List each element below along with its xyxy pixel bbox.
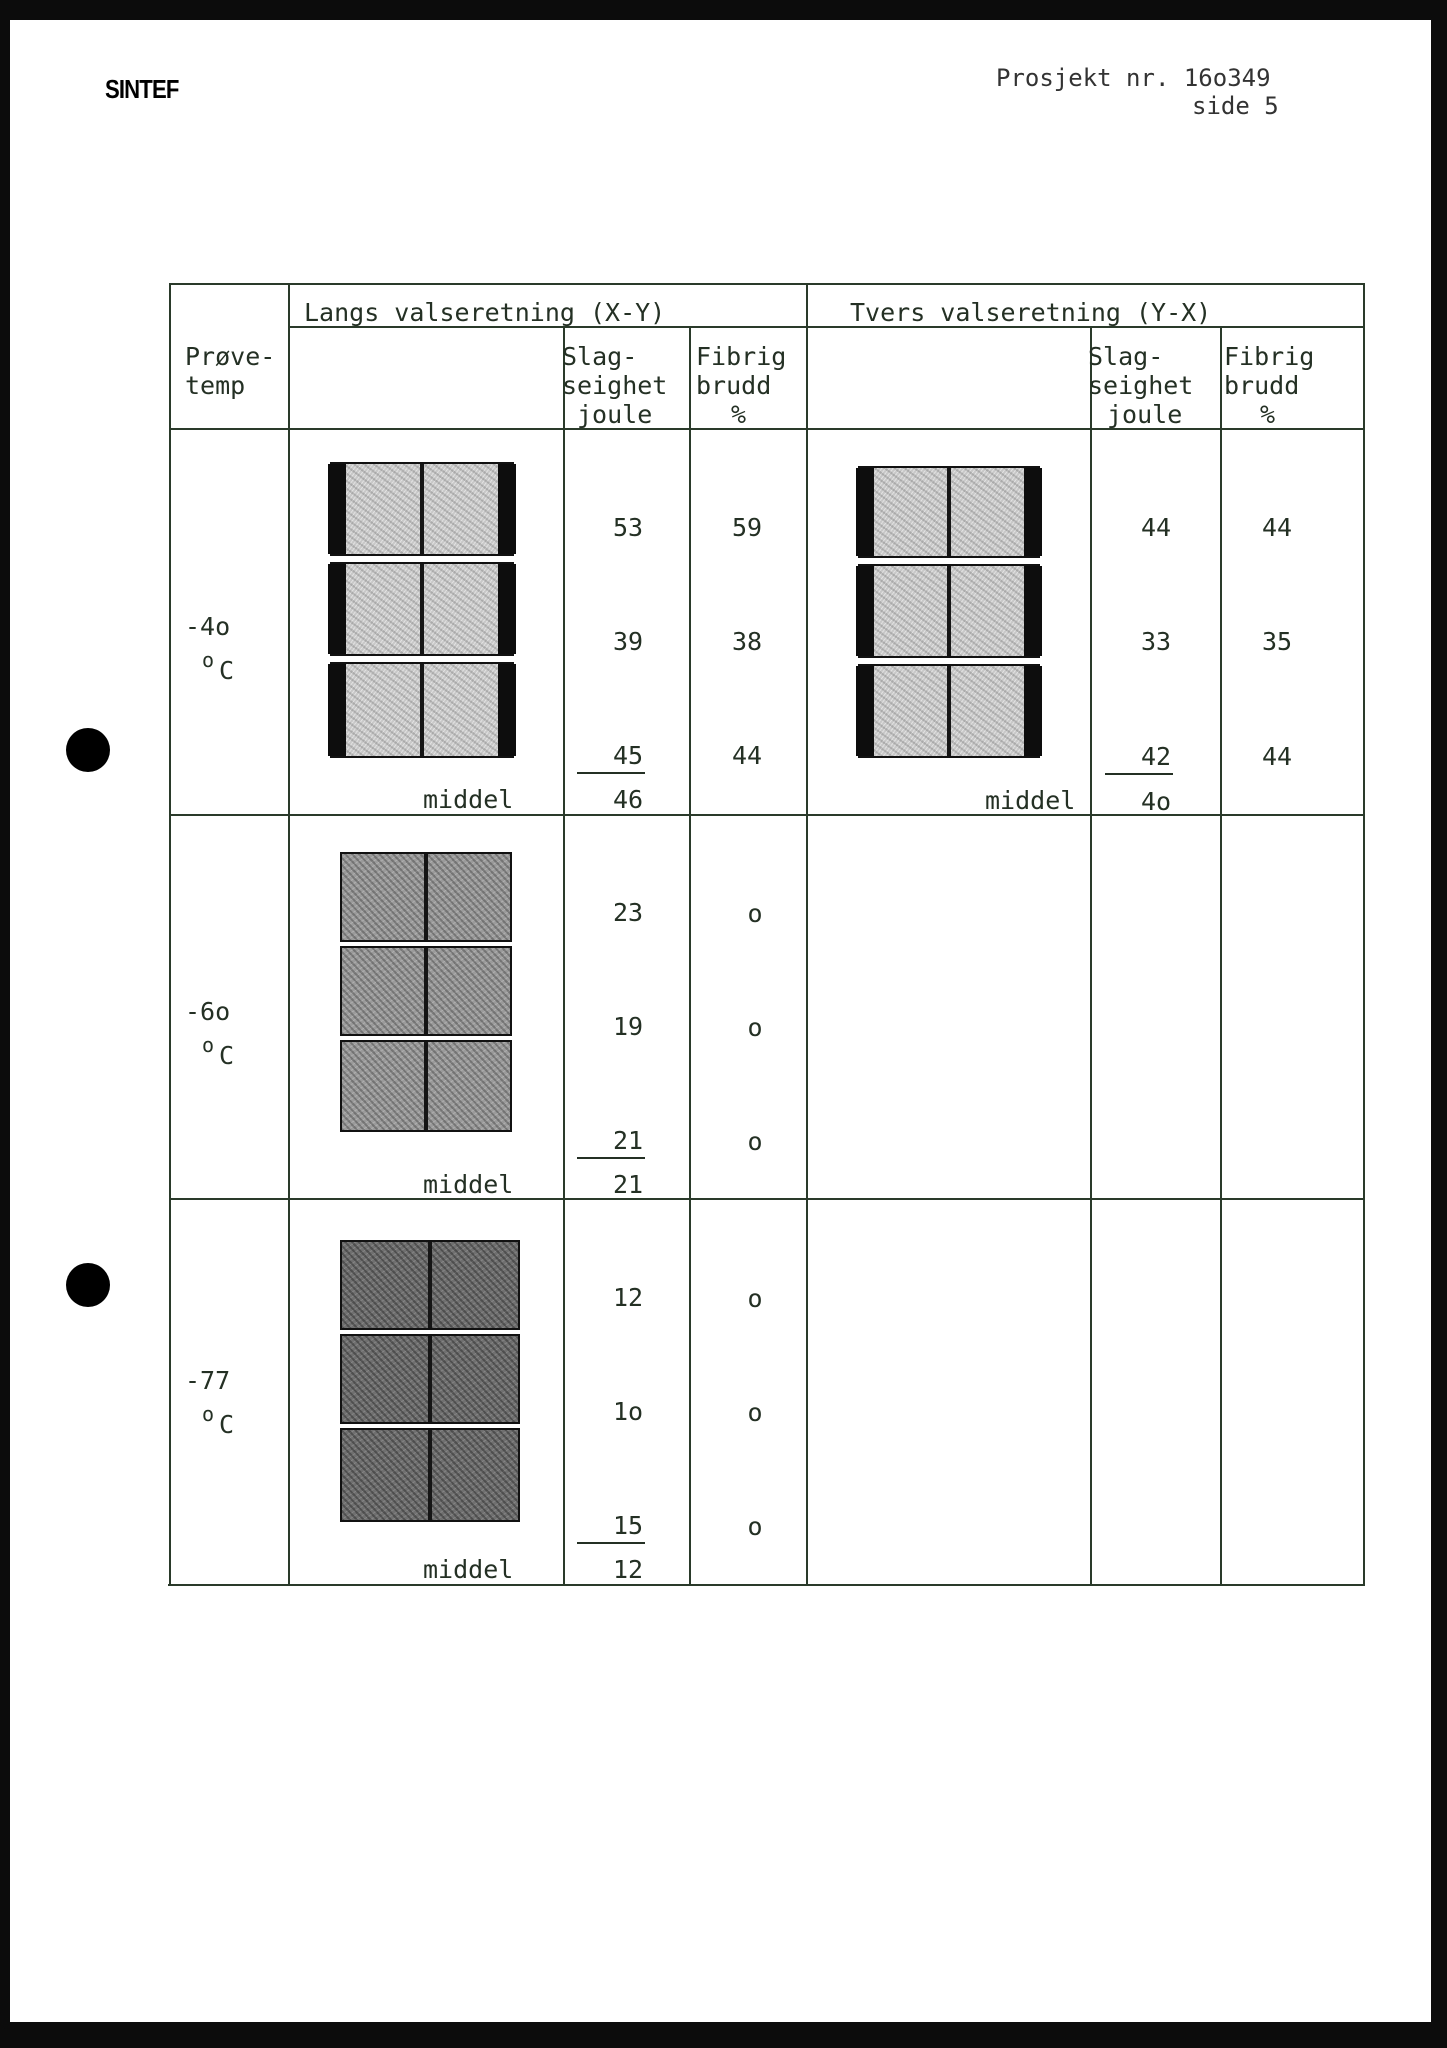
project-number: Prosjekt nr. 16o349 xyxy=(996,64,1271,92)
table-line xyxy=(563,326,565,1586)
col-header-slag-1: Slag- xyxy=(562,342,638,371)
middel-value: 12 xyxy=(612,1555,644,1584)
col-header-fibrig-tvers-1: Fibrig xyxy=(1224,342,1315,371)
slag-value: 23 xyxy=(612,898,644,927)
sum-underline xyxy=(1105,773,1173,775)
fibrig-value: 35 xyxy=(1261,627,1293,656)
col-header-slag-tvers-2: seighet xyxy=(1088,371,1194,400)
col-header-slag-2: seighet xyxy=(562,371,668,400)
col-header-temp-2: temp xyxy=(185,371,246,400)
punch-hole-top xyxy=(66,728,110,772)
fibrig-value: o xyxy=(747,1284,763,1313)
fibrig-value: 44 xyxy=(1261,513,1293,542)
fibrig-value: 44 xyxy=(731,741,763,770)
page-number: side 5 xyxy=(1192,92,1279,120)
fracture-specimen-photo-langs-40 xyxy=(330,462,514,758)
slag-value: 44 xyxy=(1140,513,1172,542)
col-header-fibrig-1: Fibrig xyxy=(696,342,787,371)
table-line xyxy=(169,283,1365,285)
fibrig-value: o xyxy=(747,1512,763,1541)
scan-edge-top xyxy=(0,0,1447,20)
table-line xyxy=(1363,283,1365,1586)
table-line xyxy=(689,326,691,1586)
table-line xyxy=(169,283,171,1586)
table-line xyxy=(806,283,808,1586)
fracture-specimen-photo-langs-60 xyxy=(340,852,512,1132)
row-temp: -77 xyxy=(185,1366,231,1395)
fibrig-value: 44 xyxy=(1261,742,1293,771)
fibrig-value: 59 xyxy=(731,513,763,542)
row-temp: -4o xyxy=(185,612,231,641)
degree-sign: o xyxy=(202,1402,215,1426)
sum-underline xyxy=(577,772,645,774)
slag-value: 45 xyxy=(612,741,644,770)
sum-underline xyxy=(577,1542,645,1544)
group-header-langs: Langs valseretning (X-Y) xyxy=(304,298,666,327)
middel-value: 21 xyxy=(612,1170,644,1199)
col-header-slag-tvers-3: joule xyxy=(1107,400,1183,429)
slag-value: 19 xyxy=(612,1012,644,1041)
fibrig-value: 38 xyxy=(731,627,763,656)
degree-sign: o xyxy=(202,648,215,672)
table-line xyxy=(168,1584,1363,1586)
degree-sign: o xyxy=(202,1033,215,1057)
table-line xyxy=(169,428,1365,430)
table-line xyxy=(1220,326,1222,1586)
table-line xyxy=(1090,326,1092,1586)
col-header-fibrig-2: brudd xyxy=(696,371,772,400)
row-temp: -6o xyxy=(185,997,231,1026)
col-header-slag-tvers-1: Slag- xyxy=(1088,342,1164,371)
slag-value: 53 xyxy=(612,513,644,542)
col-header-fibrig-tvers-3: % xyxy=(1260,400,1276,429)
fibrig-value: o xyxy=(747,899,763,928)
punch-hole-bottom xyxy=(66,1263,110,1307)
slag-value: 1o xyxy=(612,1397,644,1426)
scan-edge-bottom xyxy=(0,2022,1447,2048)
slag-value: 12 xyxy=(612,1283,644,1312)
scan-edge-right xyxy=(1431,0,1447,2048)
fracture-specimen-photo-tvers-40 xyxy=(858,466,1040,758)
middel-value: 4o xyxy=(1140,787,1172,816)
page-header xyxy=(996,64,1279,120)
slag-value: 42 xyxy=(1140,742,1172,771)
temp-unit: C xyxy=(219,1410,235,1439)
sintef-logo: SINTEF xyxy=(105,74,179,104)
sum-underline xyxy=(577,1157,645,1159)
middel-value: 46 xyxy=(612,785,644,814)
temp-unit: C xyxy=(219,656,235,685)
middel-label: middel xyxy=(423,1555,514,1584)
slag-value: 21 xyxy=(612,1126,644,1155)
col-header-fibrig-3: % xyxy=(731,400,747,429)
fracture-specimen-photo-langs-77 xyxy=(340,1240,520,1522)
group-header-tvers: Tvers valseretning (Y-X) xyxy=(850,298,1212,327)
fibrig-value: o xyxy=(747,1013,763,1042)
fibrig-value: o xyxy=(747,1398,763,1427)
table-line xyxy=(288,283,290,1586)
col-header-fibrig-tvers-2: brudd xyxy=(1224,371,1300,400)
col-header-slag-3: joule xyxy=(577,400,653,429)
slag-value: 33 xyxy=(1140,627,1172,656)
table-line xyxy=(169,1198,1364,1200)
middel-label: middel xyxy=(423,1170,514,1199)
fibrig-value: o xyxy=(747,1127,763,1156)
middel-label: middel xyxy=(985,786,1076,815)
middel-label: middel xyxy=(423,785,514,814)
temp-unit: C xyxy=(219,1041,235,1070)
slag-value: 15 xyxy=(612,1511,644,1540)
scan-edge-left xyxy=(0,0,10,2048)
col-header-temp-1: Prøve- xyxy=(185,342,276,371)
slag-value: 39 xyxy=(612,627,644,656)
